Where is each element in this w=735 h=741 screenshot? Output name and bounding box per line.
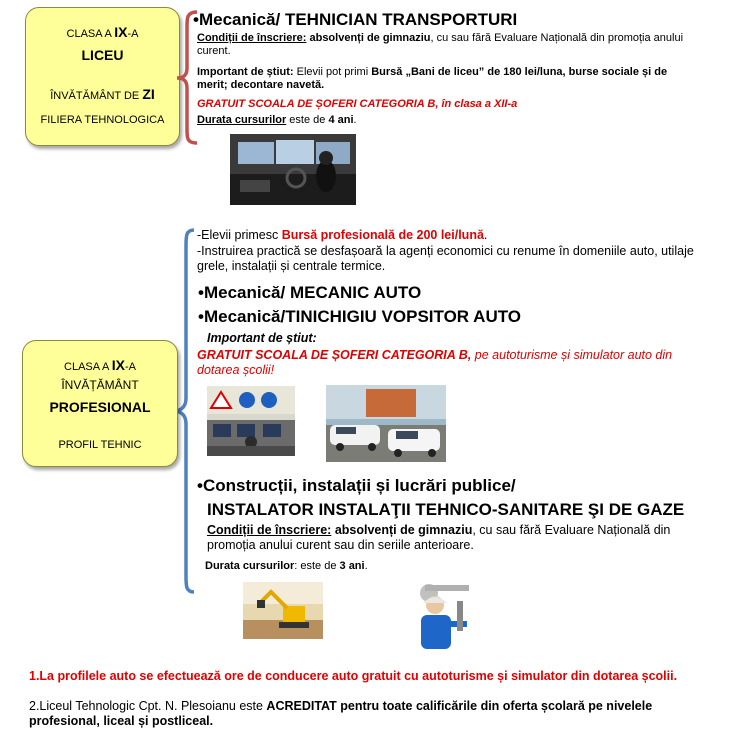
tinichigiu-text: Mecanică/TINICHIGIU VOPSITOR AUTO <box>203 307 522 326</box>
profesional-box <box>22 340 178 467</box>
plumber-photo <box>411 581 473 655</box>
profesional-box-title: PROFESIONAL <box>49 399 151 415</box>
conditii-label: Condiții de înscriere: <box>197 32 307 44</box>
conditii-bold: absolvenți de gimnaziu <box>331 523 473 537</box>
cars-photo <box>326 385 446 462</box>
excavator-photo <box>243 582 323 639</box>
profesional-gratuit <box>197 348 707 378</box>
type-prefix: ÎNVĂTĂMÂNT DE <box>50 90 143 102</box>
conditii-bold: absolvenți de gimnaziu <box>306 32 431 44</box>
class-suffix: -A <box>124 361 136 373</box>
durata-end: . <box>364 560 368 572</box>
instruire-text: -Instruirea practică se desfașoară la agenți economici cu renume în domeniile auto, utilaje grele, instalații și centrale termice. <box>197 244 694 273</box>
note2-pre: 2.Liceul Tehnologic Cpt. N. Plesoianu este <box>29 699 267 713</box>
profesional-conditii <box>207 523 697 553</box>
instalator-heading: INSTALATOR INSTALAŢII TEHNICO-SANITARE ŞI DE GAZE <box>207 500 685 519</box>
bullet-icon: • <box>198 307 204 326</box>
note1-text: 1.La profilele auto se efectuează ore de conducere auto gratuit cu autoturisme și simulator din dotarea școlii. <box>29 669 678 683</box>
durata-value: 4 ani <box>328 114 354 126</box>
simulator-photo <box>230 134 356 205</box>
durata-label: Durata cursurilor <box>197 114 287 126</box>
profesional-box-profil: PROFIL TEHNIC <box>58 439 142 451</box>
liceu-gratuit: GRATUIT SCOALA DE ȘOFERI CATEGORIA B, în clasa a XII-a <box>197 98 518 110</box>
mecanic-auto-heading <box>198 283 421 303</box>
type-zi: ZI <box>142 86 155 102</box>
bursa-line <box>197 228 487 243</box>
red-bracket <box>177 10 199 145</box>
liceu-box-title: LICEU <box>81 47 124 63</box>
liceu-box-class <box>26 24 179 40</box>
liceu-conditii <box>197 32 697 58</box>
class-prefix: CLASA A <box>66 28 115 40</box>
bullet-icon: • <box>193 10 199 29</box>
important-label: Important de știut: <box>197 66 294 78</box>
profesional-durata <box>205 560 368 573</box>
durata-value: 3 ani <box>339 560 365 572</box>
bursa-end: . <box>483 228 488 242</box>
durata-label: Durata cursurilor <box>205 560 295 572</box>
class-number: IX <box>114 24 128 40</box>
liceu-durata <box>197 114 357 127</box>
liceu-heading-text: Mecanică/ TEHNICIAN TRANSPORTURI <box>198 10 518 29</box>
profesional-box-class <box>23 357 177 373</box>
conditii-label: Condiții de înscriere: <box>207 523 332 537</box>
computer-lab-photo <box>207 386 295 456</box>
important-text: Elevii pot primi <box>293 66 372 78</box>
footer-note-2 <box>29 699 719 729</box>
liceu-box-type <box>26 86 179 102</box>
bullet-icon: • <box>197 476 203 495</box>
constructii-text: Construcții, instalații și lucrări publice/ <box>202 476 516 495</box>
liceu-box-filiera: FILIERA TEHNOLOGICA <box>40 114 165 126</box>
gratuit-ital: pe autoturisme și simulator auto din dotarea școlii! <box>197 348 673 377</box>
mecanic-auto-text: Mecanică/ MECANIC AUTO <box>203 283 422 302</box>
bullet-icon: • <box>198 283 204 302</box>
class-number: IX <box>111 357 125 373</box>
tinichigiu-heading <box>198 307 521 327</box>
class-prefix: CLASA A <box>64 361 112 373</box>
durata-text: : este de <box>294 560 340 572</box>
liceu-heading <box>193 10 517 30</box>
bursa-pre: -Elevii primesc <box>197 228 282 242</box>
class-suffix: -A <box>127 28 139 40</box>
liceu-important <box>197 66 687 92</box>
footer-note-1 <box>29 669 719 684</box>
important-bold: Bursă „Bani de liceu” de 180 lei/luna, burse sociale și de merit; decontare navetă. <box>197 66 668 91</box>
note2-bold: ACREDITAT pentru toate calificările din oferta școlară pe nivelele profesional, liceal și postliceal. <box>29 699 653 728</box>
bursa-red: Bursă profesională de 200 lei/lună <box>281 228 484 242</box>
durata-end: . <box>353 114 357 126</box>
conditii-text: , cu sau fără Evaluare Națională din promoția anului curent sau din seriile anterioare. <box>207 523 671 552</box>
durata-text: este de <box>286 114 329 126</box>
constructii-heading <box>197 476 516 496</box>
profesional-box-invatamant: ÎNVĂȚĂMÂNT <box>61 378 139 392</box>
conditii-text: , cu sau fără Evaluare Națională din promoția anului curent. <box>197 32 684 57</box>
liceu-box <box>25 7 180 146</box>
important-heading: Important de știut: <box>207 331 317 345</box>
gratuit-bold: GRATUIT SCOALA DE ȘOFERI CATEGORIA B, <box>197 348 472 362</box>
